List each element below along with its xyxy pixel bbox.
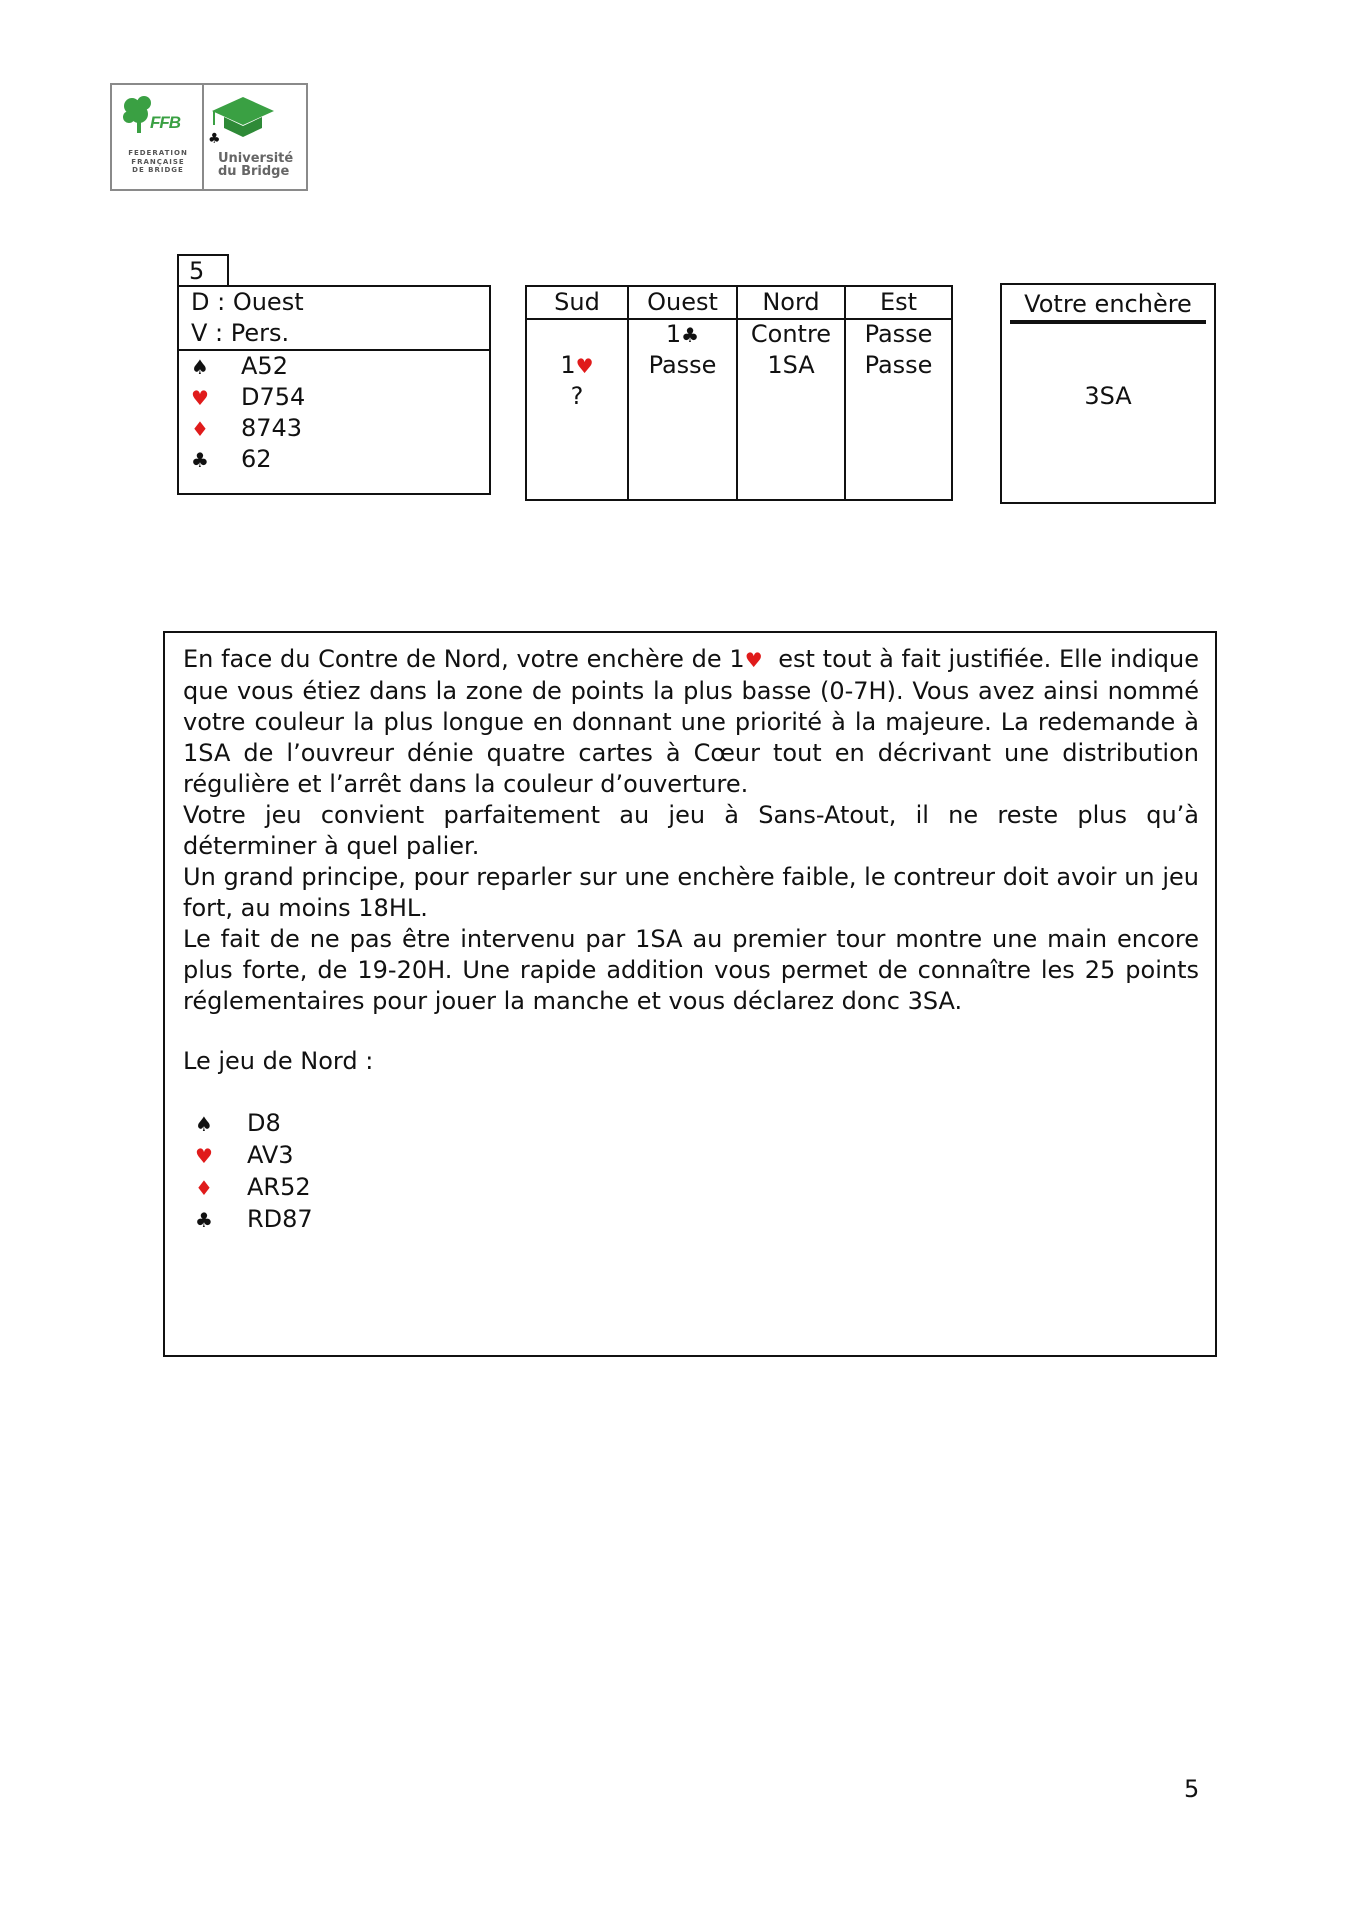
answer-value: 3SA (1084, 382, 1132, 410)
club-icon: ♣ (195, 1208, 213, 1232)
hand-cards: 62 (241, 445, 272, 473)
universite-text: Université du Bridge (218, 151, 294, 179)
hand-row (191, 351, 288, 382)
commentary-text: est tout à fait justifiée. Elle indique que vous étiez dans la zone de points la plus basse (0-7H). Vous avez ainsi nommé votre couleur la plus longue en donnant une priorité à la majeure. La redemande à 1SA de l’ouvreur dénie quatre cartes à Cœur tout en décrivant une distribution régulière et l’arrêt dans la couleur d’ouverture. (183, 645, 1207, 798)
commentary-paragraph: Le fait de ne pas être intervenu par 1SA au premier tour montre une main encore plus forte, de 19-20H. Une rapide addition vous permet de connaître les 25 points réglementaires pour jouer la manche et vous déclarez donc 3SA. (183, 925, 1199, 1015)
answer-title: Votre enchère (1024, 290, 1192, 318)
deal-box (177, 285, 491, 495)
heart-icon: ♥ (575, 354, 594, 378)
answer-box (1000, 283, 1216, 504)
hand-cards: D8 (247, 1109, 281, 1137)
page-number: 5 (1184, 1775, 1200, 1803)
deal-number: 5 (177, 254, 229, 286)
header-sud: Sud (554, 288, 600, 316)
svg-text:♣: ♣ (208, 131, 221, 147)
hand-row (195, 1108, 313, 1140)
diamond-icon: ♦ (191, 417, 209, 441)
heart-icon: ♥ (744, 648, 763, 672)
hand-row (195, 1204, 313, 1236)
hand-cards: D754 (241, 383, 306, 411)
ffb-wordmark: FFB (150, 113, 181, 132)
bid-ouest-2: Passe (648, 351, 717, 379)
commentary-paragraph: Votre jeu convient parfaitement au jeu à Sans-Atout, il ne reste plus qu’à déterminer à quel palier. (183, 801, 1199, 860)
header-est: Est (879, 288, 918, 316)
bid-level: 1 (665, 320, 682, 348)
hand-cards: RD87 (247, 1205, 313, 1233)
graduation-cap-icon (208, 95, 278, 147)
diamond-icon: ♦ (195, 1176, 213, 1200)
heart-icon: ♥ (195, 1144, 213, 1168)
header-ouest: Ouest (647, 288, 718, 316)
hand-cards: 8743 (241, 414, 303, 442)
dealer-line: D : Ouest (191, 288, 304, 316)
commentary-paragraph (183, 644, 1207, 800)
bidding-table (525, 285, 953, 501)
hand-cards: AV3 (247, 1141, 294, 1169)
hand-row (191, 444, 272, 475)
header-nord: Nord (762, 288, 820, 316)
spade-icon: ♠ (191, 355, 209, 379)
commentary-text: En face du Contre de Nord, votre enchère de 1 (183, 645, 745, 673)
hand-cards: A52 (241, 352, 288, 380)
north-hand (195, 1108, 313, 1236)
hand-row (195, 1172, 313, 1204)
commentary-paragraph: Un grand principe, pour reparler sur une enchère faible, le contreur doit avoir un jeu fort, au moins 18HL. (183, 863, 1199, 922)
hand-row (191, 413, 302, 444)
commentary-body (183, 644, 1207, 1017)
bid-level: 1 (560, 351, 576, 379)
club-icon: ♣ (191, 448, 209, 472)
commentary-box (163, 631, 1217, 1357)
federation-text: FEDERATION FRANÇAISE DE BRIDGE (128, 149, 188, 174)
hand-row (191, 382, 305, 413)
club-icon: ♣ (681, 323, 700, 347)
bid-sud-1 (527, 350, 627, 381)
hand-cards: AR52 (247, 1173, 311, 1201)
ffb-logo (110, 83, 308, 191)
bid-ouest-1 (629, 319, 736, 350)
bid-nord-2: 1SA (767, 351, 815, 379)
bid-nord-1: Contre (750, 320, 832, 348)
bid-est-2: Passe (864, 351, 933, 379)
answer-rule (1010, 320, 1206, 324)
bid-est-1: Passe (864, 320, 933, 348)
north-hand-title: Le jeu de Nord : (183, 1047, 374, 1075)
hand-row (195, 1140, 313, 1172)
vulnerability-line: V : Pers. (191, 319, 290, 347)
bid-sud-2: ? (570, 382, 584, 410)
logo-divider (202, 85, 204, 189)
heart-icon: ♥ (191, 386, 209, 410)
spade-icon: ♠ (195, 1112, 213, 1136)
